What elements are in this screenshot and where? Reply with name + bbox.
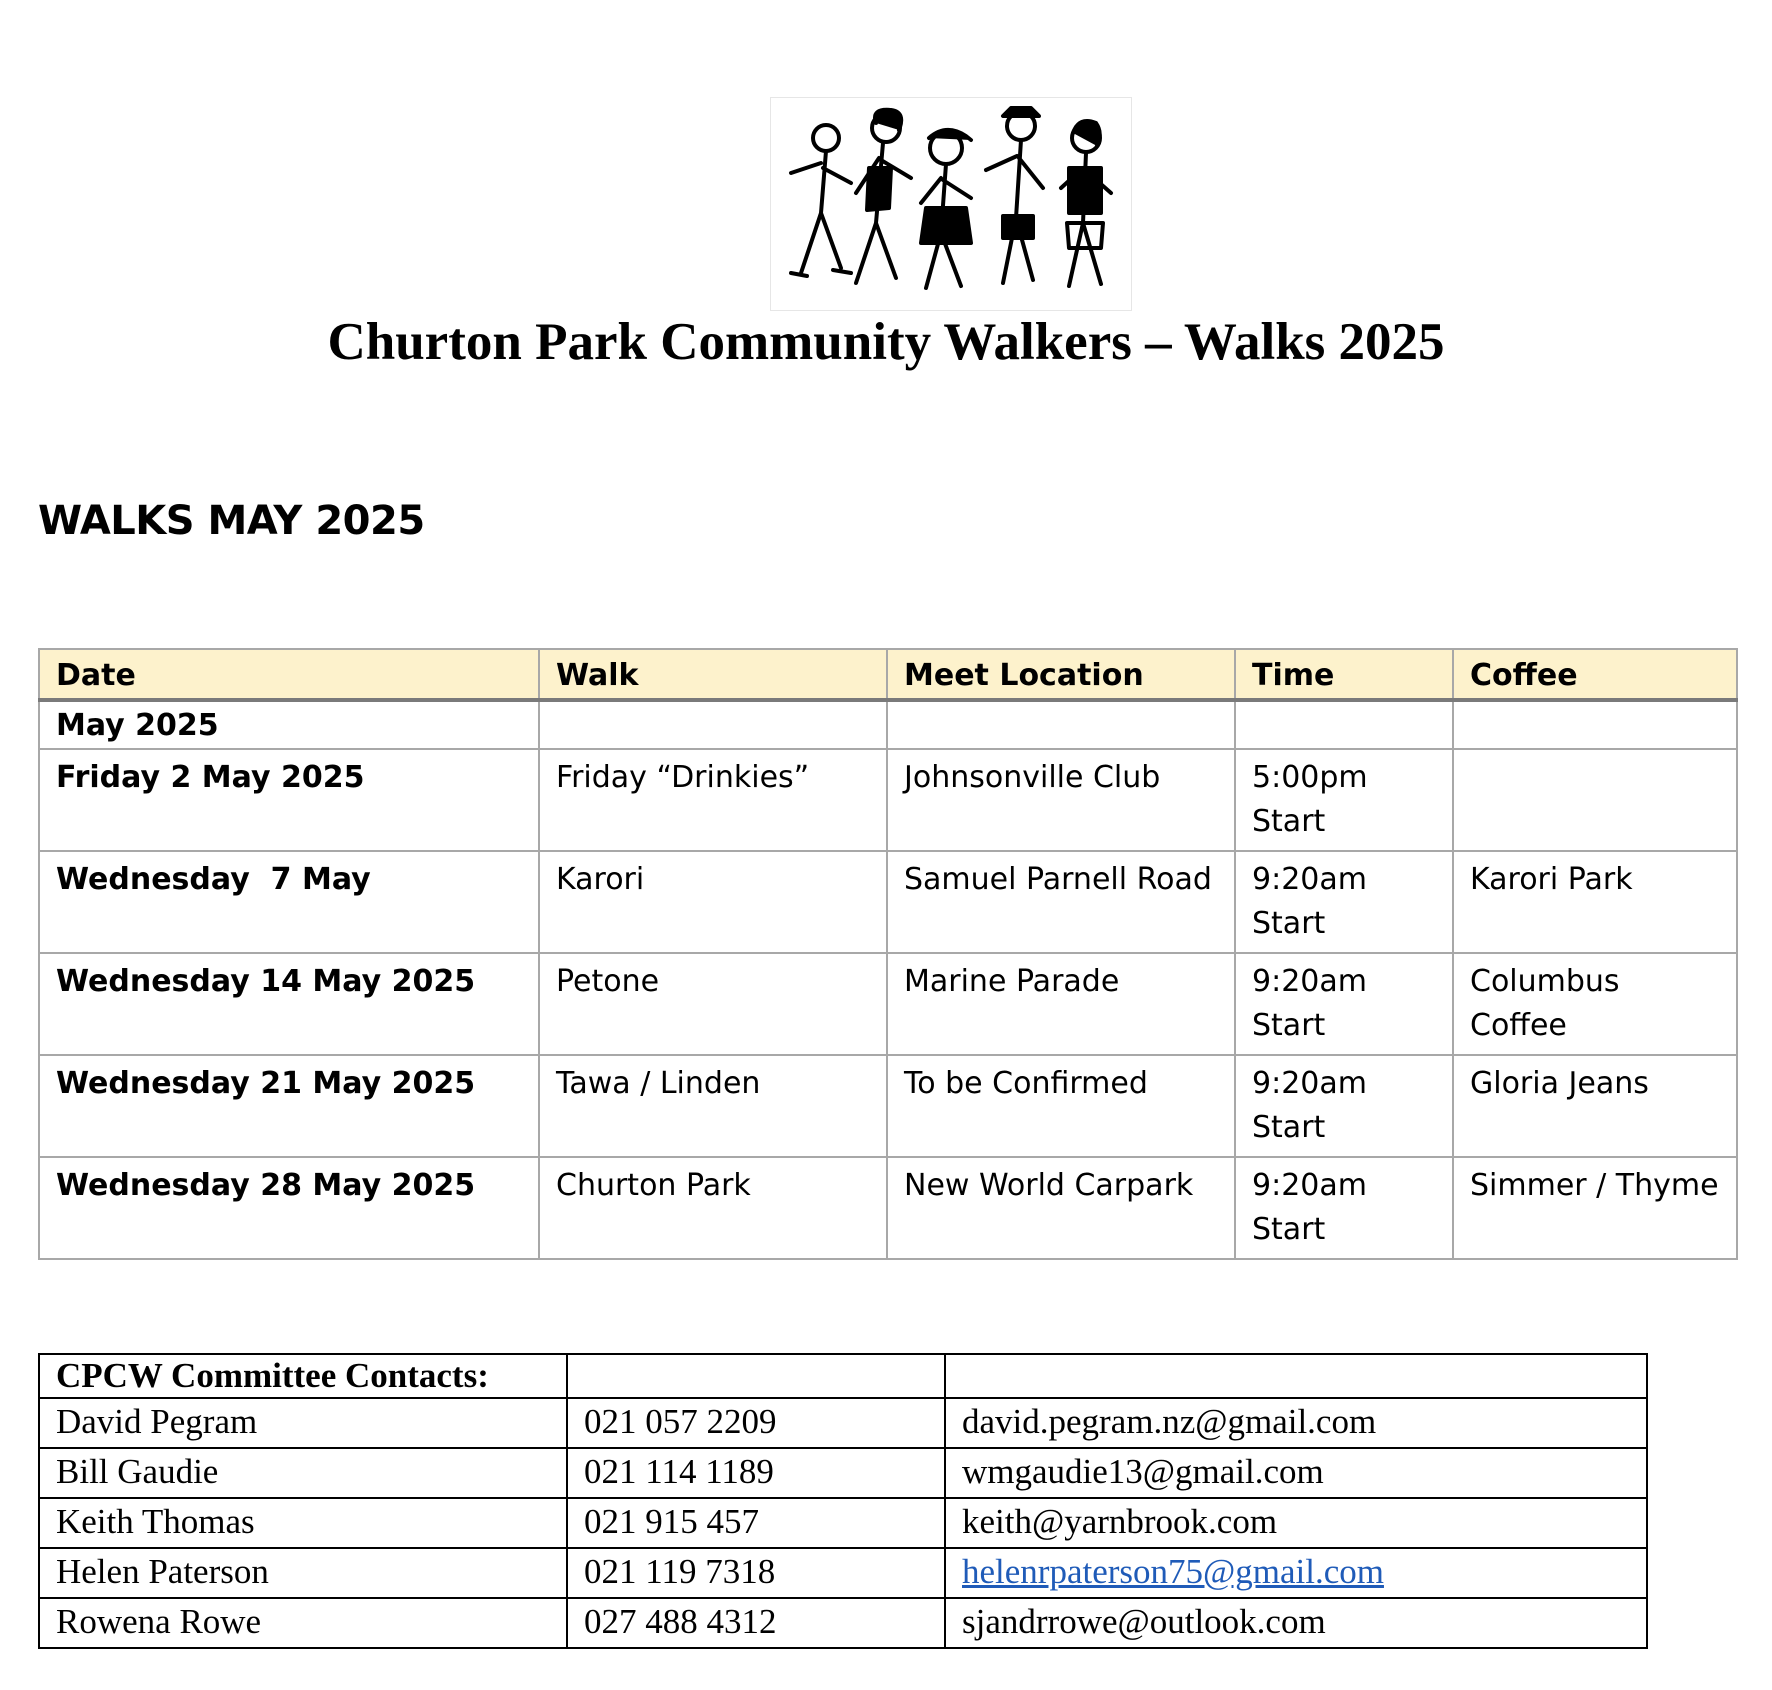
coffee-line: Coffee [1470, 1008, 1567, 1043]
committee-contacts-table [38, 1353, 1648, 1649]
contact-phone: 021 915 457 [567, 1498, 945, 1548]
walk-date: Wednesday 21 May 2025 [39, 1055, 539, 1157]
contact-email: sjandrrowe@outlook.com [945, 1598, 1647, 1648]
meet-location: Samuel Parnell Road [887, 851, 1235, 953]
empty-cell [1453, 700, 1737, 749]
contact-name: Bill Gaudie [39, 1448, 567, 1498]
coffee-place [1453, 1055, 1737, 1157]
column-header-coffee: Coffee [1453, 649, 1737, 700]
document-title: Churton Park Community Walkers – Walks 2025 [327, 313, 1445, 371]
contact-name: David Pegram [39, 1398, 567, 1448]
meet-location: New World Carpark [887, 1157, 1235, 1259]
contacts-header-row [39, 1354, 1647, 1398]
time-suffix: Start [1252, 1008, 1326, 1043]
table-header-row [39, 649, 1737, 700]
time-value: 5:00pm [1252, 760, 1368, 795]
coffee-line: Karori Park [1470, 862, 1633, 897]
time-value: 9:20am [1252, 1168, 1367, 1203]
contact-row [39, 1598, 1647, 1648]
walk-name: Petone [539, 953, 887, 1055]
column-header-meet-location: Meet Location [887, 649, 1235, 700]
contact-phone: 021 119 7318 [567, 1548, 945, 1598]
time-value: 9:20am [1252, 964, 1367, 999]
coffee-place [1453, 1157, 1737, 1259]
coffee-place [1453, 851, 1737, 953]
meet-location: To be Confirmed [887, 1055, 1235, 1157]
walking-group-logo-icon [770, 97, 1132, 311]
contact-row [39, 1398, 1647, 1448]
time-value: 9:20am [1252, 862, 1367, 897]
walk-time [1235, 1055, 1453, 1157]
walk-time [1235, 1157, 1453, 1259]
empty-cell [1235, 700, 1453, 749]
contact-name: Keith Thomas [39, 1498, 567, 1548]
coffee-line: Simmer / Thyme [1470, 1168, 1719, 1203]
contact-row [39, 1498, 1647, 1548]
walk-name: Tawa / Linden [539, 1055, 887, 1157]
coffee-line: Gloria Jeans [1470, 1066, 1649, 1101]
meet-location: Johnsonville Club [887, 749, 1235, 851]
contacts-heading: CPCW Committee Contacts: [39, 1354, 567, 1398]
table-row [39, 851, 1737, 953]
walk-date: Wednesday 7 May [39, 851, 539, 953]
column-header-time: Time [1235, 649, 1453, 700]
coffee-place [1453, 953, 1737, 1055]
contact-phone: 027 488 4312 [567, 1598, 945, 1648]
contact-phone: 021 114 1189 [567, 1448, 945, 1498]
walk-time [1235, 953, 1453, 1055]
empty-cell [887, 700, 1235, 749]
walk-date: Friday 2 May 2025 [39, 749, 539, 851]
walks-heading: WALKS MAY 2025 [38, 498, 425, 544]
meet-location: Marine Parade [887, 953, 1235, 1055]
contact-email [945, 1548, 1647, 1598]
contact-row [39, 1548, 1647, 1598]
walk-time [1235, 851, 1453, 953]
time-suffix: Start [1252, 1212, 1326, 1247]
empty-cell [539, 700, 887, 749]
contact-name: Helen Paterson [39, 1548, 567, 1598]
table-row [39, 1055, 1737, 1157]
contact-phone: 021 057 2209 [567, 1398, 945, 1448]
time-suffix: Start [1252, 1110, 1326, 1145]
table-row [39, 749, 1737, 851]
empty-cell [945, 1354, 1647, 1398]
empty-cell [567, 1354, 945, 1398]
column-header-date: Date [39, 649, 539, 700]
walk-name: Friday “Drinkies” [539, 749, 887, 851]
email-link[interactable]: helenrpaterson75@gmail.com [962, 1552, 1384, 1591]
coffee-line: Columbus [1470, 964, 1620, 999]
month-row [39, 700, 1737, 749]
time-suffix: Start [1252, 804, 1326, 839]
month-label: May 2025 [39, 700, 539, 749]
walking-group-drawing [771, 98, 1131, 310]
walk-date: Wednesday 14 May 2025 [39, 953, 539, 1055]
walk-date: Wednesday 28 May 2025 [39, 1157, 539, 1259]
contact-email: wmgaudie13@gmail.com [945, 1448, 1647, 1498]
contact-row [39, 1448, 1647, 1498]
time-value: 9:20am [1252, 1066, 1367, 1101]
table-row [39, 1157, 1737, 1259]
contact-email: david.pegram.nz@gmail.com [945, 1398, 1647, 1448]
walk-name: Churton Park [539, 1157, 887, 1259]
coffee-place [1453, 749, 1737, 851]
column-header-walk: Walk [539, 649, 887, 700]
walk-name: Karori [539, 851, 887, 953]
walks-table [38, 648, 1738, 1260]
walk-time [1235, 749, 1453, 851]
contact-email: keith@yarnbrook.com [945, 1498, 1647, 1548]
time-suffix: Start [1252, 906, 1326, 941]
table-row [39, 953, 1737, 1055]
contact-name: Rowena Rowe [39, 1598, 567, 1648]
